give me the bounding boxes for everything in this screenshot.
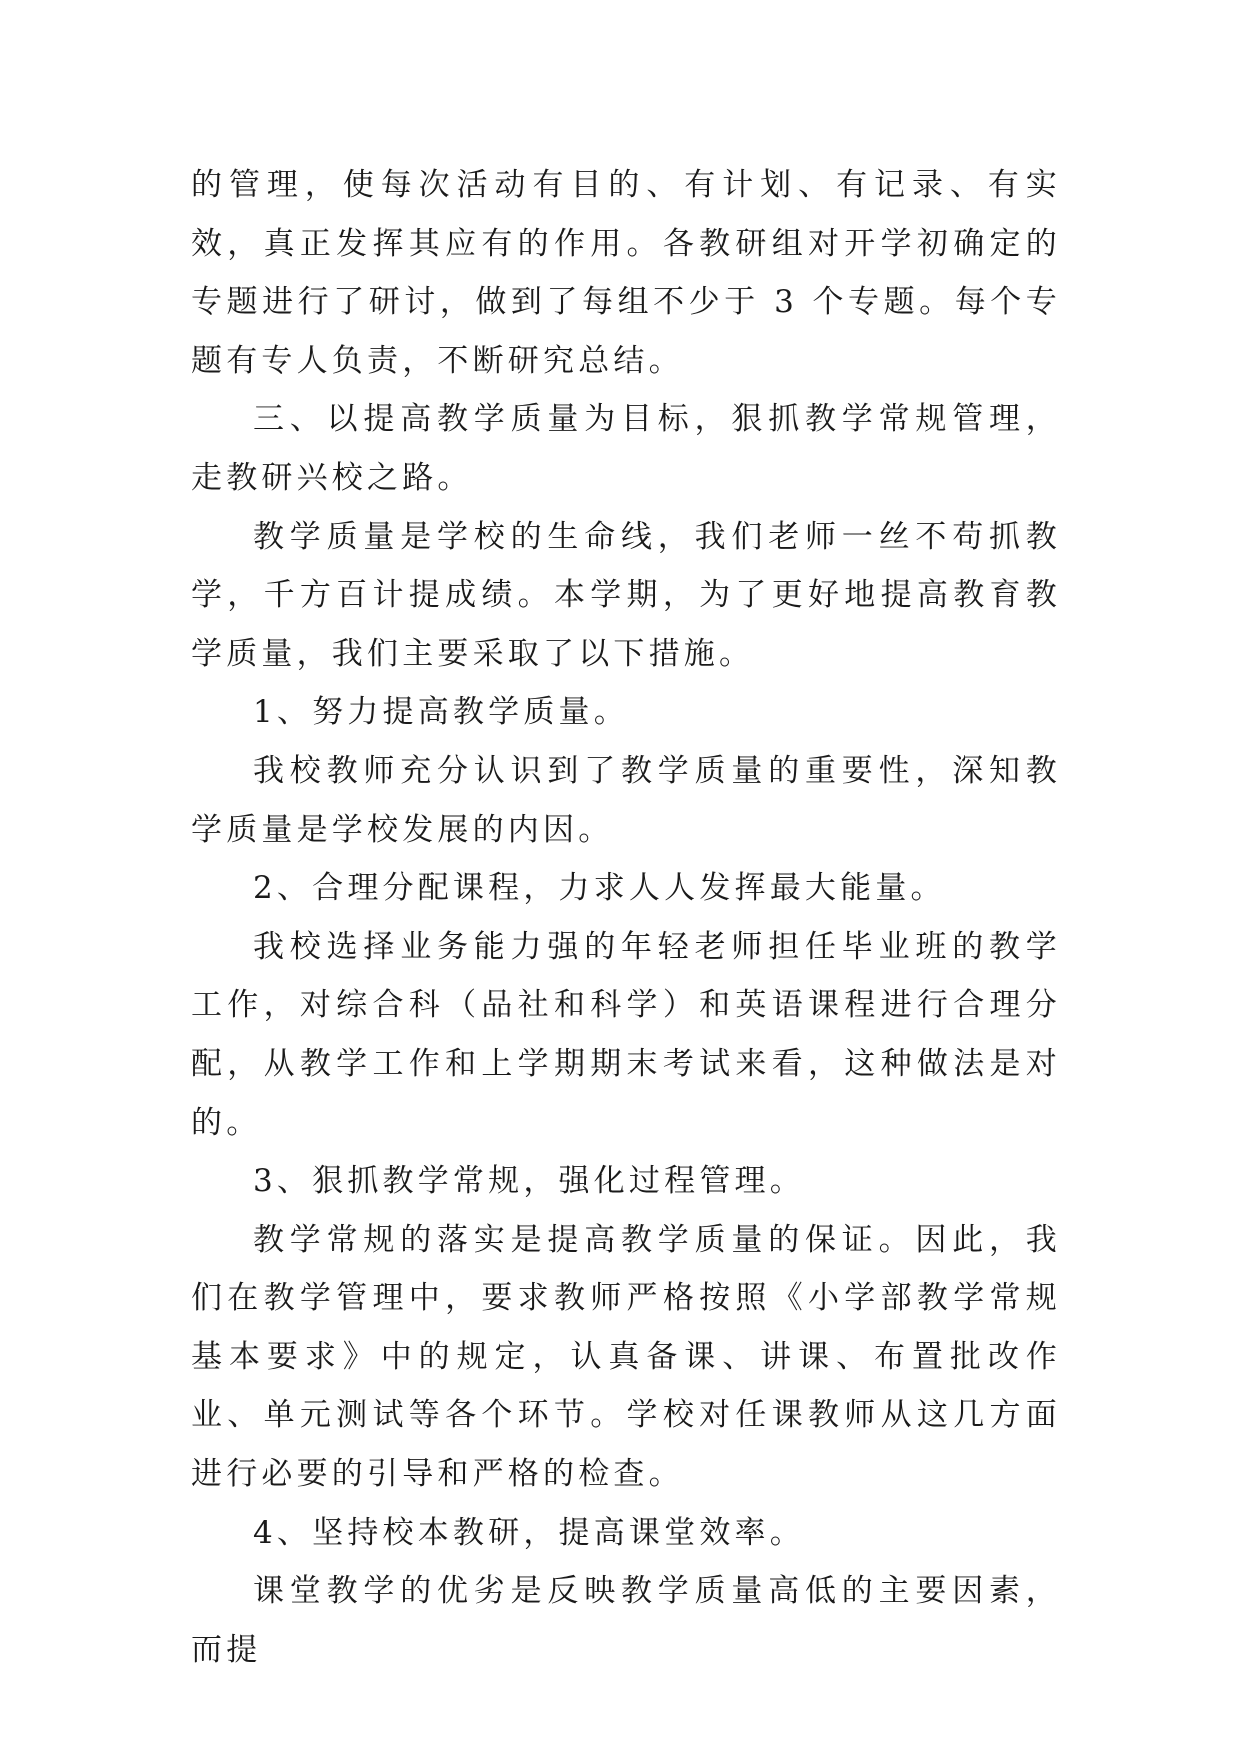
paragraph: 教学质量是学校的生命线，我们老师一丝不苟抓教学，千方百计提成绩。本学期，为了更好地提高教育教学质量，我们主要采取了以下措施。 xyxy=(191,518,1061,672)
list-item-heading: 3、狠抓教学常规，强化过程管理。 xyxy=(253,1163,805,1200)
list-item-heading: 1、努力提高教学质量。 xyxy=(253,694,629,731)
paragraph: 我校选择业务能力强的年轻老师担任毕业班的教学工作，对综合科（品社和科学）和英语课程进行合理分配，从教学工作和上学期期末考试来看，这种做法是对的。 xyxy=(191,928,1061,1141)
list-item-heading: 4、坚持校本教研，提高课堂效率。 xyxy=(253,1514,805,1551)
paragraph: 我校教师充分认识到了教学质量的重要性，深知教学质量是学校发展的内因。 xyxy=(191,752,1061,848)
list-item-heading: 2、合理分配课程，力求人人发挥最大能量。 xyxy=(253,870,946,907)
paragraph: 课堂教学的优劣是反映教学质量高低的主要因素，而提 xyxy=(191,1573,1061,1668)
paragraph: 的管理，使每次活动有目的、有计划、有记录、有实效，真正发挥其应有的作用。各教研组对开学初确定的专题进行了研讨，做到了每组不少于 3 个专题。每个专题有专人负责，不断研究总结。 xyxy=(191,167,1061,379)
paragraph: 教学常规的落实是提高教学质量的保证。因此，我们在教学管理中，要求教师严格按照《小学部教学常规基本要求》中的规定，认真备课、讲课、布置批改作业、单元测试等各个环节。学校对任课教师从这几方面进行必要的引导和严格的检查。 xyxy=(191,1221,1061,1493)
document-body xyxy=(191,156,1061,1679)
section-heading: 三、以提高教学质量为目标，狠抓教学常规管理，走教研兴校之路。 xyxy=(191,401,1061,496)
